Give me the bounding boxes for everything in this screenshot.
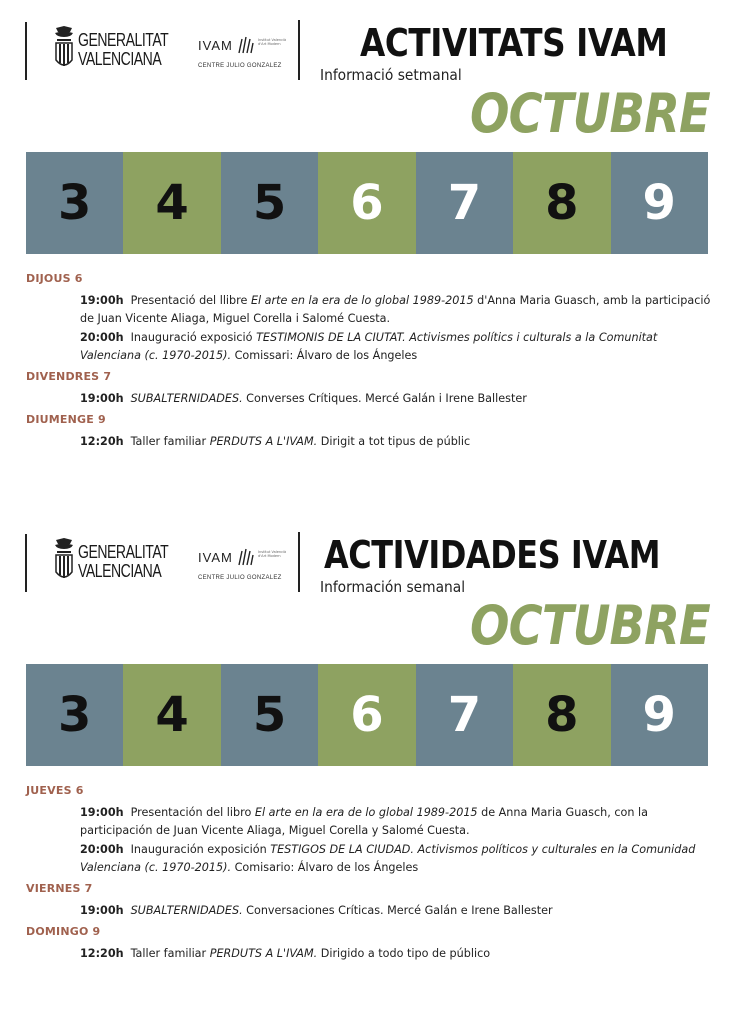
month-label: OCTUBRE — [470, 82, 710, 145]
day-cell: 9 — [611, 664, 708, 766]
day-cell: 3 — [26, 152, 123, 254]
event-text: Dirigido a todo tipo de público — [317, 947, 491, 960]
ivam-mark-icon — [238, 36, 254, 54]
schedule-day-heading: DIJOUS 6 — [26, 272, 83, 285]
ivam-mark-icon — [238, 548, 254, 566]
event-text: Inauguración exposición — [130, 843, 271, 856]
event-title: SUBALTERNIDADES. — [130, 904, 243, 917]
divider-right — [298, 20, 300, 80]
generalitat-wordmark: GENERALITAT VALENCIANA — [78, 542, 169, 581]
schedule-event — [80, 841, 716, 877]
day-cell: 9 — [611, 152, 708, 254]
event-text: Dirigit a tot tipus de públic — [317, 435, 471, 448]
ivam-subtitle: CENTRE JULIO GONZALEZ — [198, 575, 282, 581]
event-time: 19:00h — [80, 904, 124, 917]
schedule-day — [26, 925, 716, 963]
ivam-institution-name: Institut Valencià d'Art Modern — [258, 38, 287, 46]
activities-section-spanish — [0, 512, 734, 1024]
ivam-wordmark: IVAM — [198, 550, 233, 565]
event-time: 19:00h — [80, 806, 124, 819]
day-cell: 6 — [318, 152, 415, 254]
divider-right — [298, 532, 300, 592]
schedule-event — [80, 804, 716, 840]
generalitat-logo — [52, 26, 172, 76]
schedule-day — [26, 272, 716, 365]
day-cell: 8 — [513, 664, 610, 766]
event-time: 20:00h — [80, 331, 124, 344]
schedule-event — [80, 292, 716, 328]
schedule-event — [80, 390, 716, 408]
schedule — [26, 272, 716, 456]
event-text: Comisario: Álvaro de los Ángeles — [231, 861, 419, 874]
generalitat-emblem-icon — [52, 26, 76, 76]
event-text: Taller familiar — [130, 435, 210, 448]
day-cell: 4 — [123, 152, 220, 254]
schedule-day-heading: VIERNES 7 — [26, 882, 93, 895]
event-time: 19:00h — [80, 294, 124, 307]
event-text: d'Anna Maria Guasch, amb la participació de Juan Vicente Aliaga, Miguel Corella i Salomé Cuesta. — [80, 294, 711, 325]
schedule-day — [26, 413, 716, 451]
day-cell: 8 — [513, 152, 610, 254]
event-title: PERDUTS A L'IVAM. — [209, 435, 318, 448]
event-time: 12:20h — [80, 435, 124, 448]
schedule-event — [80, 433, 716, 451]
schedule-day-heading: DIUMENGE 9 — [26, 413, 106, 426]
month-label: OCTUBRE — [470, 594, 710, 657]
event-title: PERDUTS A L'IVAM. — [209, 947, 318, 960]
event-title: El arte en la era de lo global 1989-2015 — [254, 806, 478, 819]
event-text: Taller familiar — [130, 947, 210, 960]
ivam-logo — [198, 36, 288, 76]
event-title: TESTIMONIS DE LA CIUTAT. Activismes polítics i culturals a la Comunitat Valenciana (c. 1970-2015). — [80, 331, 658, 362]
day-cell: 5 — [221, 664, 318, 766]
schedule-day-heading: JUEVES 6 — [26, 784, 84, 797]
event-time: 19:00h — [80, 392, 124, 405]
schedule-event — [80, 945, 716, 963]
event-text: Conversaciones Críticas. Mercé Galán e Irene Ballester — [242, 904, 553, 917]
divider-left — [25, 534, 27, 592]
ivam-logo — [198, 548, 288, 588]
event-time: 20:00h — [80, 843, 124, 856]
ivam-institution-name: Institut Valencià d'Art Modern — [258, 550, 287, 558]
event-title: SUBALTERNIDADES. — [130, 392, 243, 405]
day-cell: 4 — [123, 664, 220, 766]
day-cell: 5 — [221, 152, 318, 254]
event-text: Presentació del llibre — [130, 294, 251, 307]
ivam-wordmark: IVAM — [198, 38, 233, 53]
event-time: 12:20h — [80, 947, 124, 960]
event-text: Converses Crítiques. Mercé Galán i Irene Ballester — [242, 392, 527, 405]
schedule-day — [26, 370, 716, 408]
day-cell: 6 — [318, 664, 415, 766]
page-title: ACTIVITATS IVAM — [360, 21, 668, 65]
divider-left — [25, 22, 27, 80]
event-text: Comissari: Álvaro de los Ángeles — [231, 349, 418, 362]
event-text: de Anna Maria Guasch, con la participación de Juan Vicente Aliaga, Miguel Corella y Salomé Cuesta. — [80, 806, 648, 837]
event-text: Presentación del libro — [130, 806, 255, 819]
schedule-day-heading: DIVENDRES 7 — [26, 370, 112, 383]
generalitat-wordmark: GENERALITAT VALENCIANA — [78, 30, 169, 69]
schedule-event — [80, 902, 716, 920]
day-cell: 3 — [26, 664, 123, 766]
event-title: TESTIGOS DE LA CIUDAD. Activismos políticos y culturales en la Comunidad Valenciana (c. 1970-2015). — [80, 843, 696, 874]
schedule-event — [80, 329, 716, 365]
day-cell: 7 — [416, 664, 513, 766]
schedule-day — [26, 784, 716, 877]
schedule — [26, 784, 716, 968]
day-cell: 7 — [416, 152, 513, 254]
day-strip — [26, 152, 708, 254]
generalitat-logo — [52, 538, 172, 588]
event-text: Inauguració exposició — [130, 331, 257, 344]
event-title: El arte en la era de lo global 1989-2015 — [250, 294, 474, 307]
schedule-day — [26, 882, 716, 920]
ivam-subtitle: CENTRE JULIO GONZALEZ — [198, 63, 282, 69]
day-strip — [26, 664, 708, 766]
page-subtitle: Información semanal — [320, 578, 466, 596]
page-subtitle: Informació setmanal — [320, 66, 462, 84]
schedule-day-heading: DOMINGO 9 — [26, 925, 101, 938]
generalitat-emblem-icon — [52, 538, 76, 588]
page-title: ACTIVIDADES IVAM — [324, 533, 661, 577]
